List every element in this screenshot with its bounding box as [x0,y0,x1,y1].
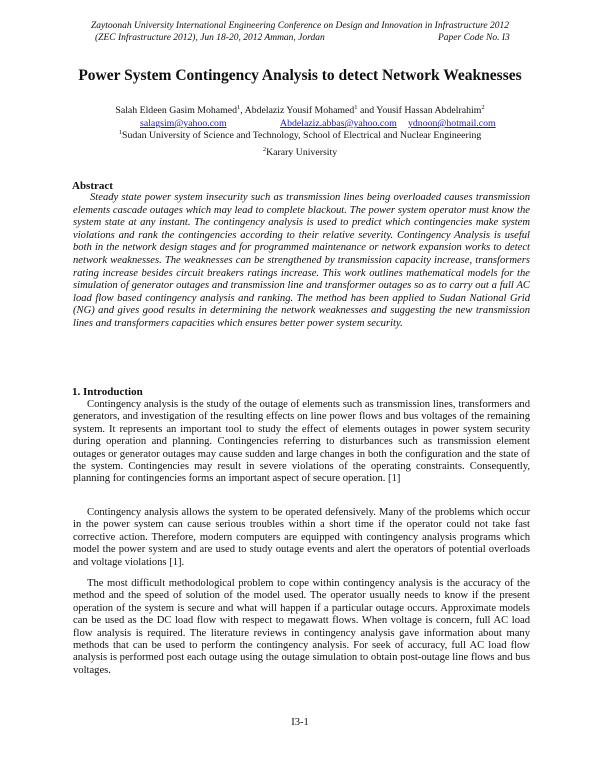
author-line [0,105,600,117]
author-name: Abdelaziz Yousif Mohamed [244,105,355,116]
conference-header: Zaytoonah University International Engineering Conference on Design and Innovation in Infrastructure 2012 [90,21,510,31]
paper-title: Power System Contingency Analysis to detect Network Weaknesses [78,67,522,84]
email-link[interactable]: Abdelaziz.abbas@yahoo.com [280,118,397,129]
affiliation-2 [0,147,600,159]
body-paragraph: The most difficult methodological problem to cope within contingency analysis is the accuracy of the method and the speed of solution of the model used. The operator usually needs to know if the present operation of the system is secure and what will happen if a particular outage occurs. Approximate models can be used as the DC load flow with respect to megawatt flows. When voltage is concern, full AC load flow analysis is required. The literature reviews in contingency analysis gave information about many methods that can be used to perform the contingency analysis. For seek of accuracy, full AC load flow analysis is performed post each outage using the outage simulation to obtain post-outage line flows and bus voltages. [73,578,530,676]
affiliation-mark: 2 [262,146,267,153]
introduction-heading: 1. Introduction [72,386,143,398]
author-name: Salah Eldeen Gasim Mohamed [115,105,238,116]
author-separator: , [240,105,245,116]
author-affiliation-mark: 1 [354,104,358,111]
affiliation-text: Sudan University of Science and Technology, School of Electrical and Nuclear Engineering [122,130,482,141]
paper-code: Paper Code No. I3 [438,33,510,43]
conference-dates: (ZEC Infrastructure 2012), Jun 18-20, 2012 Amman, Jordan [95,33,325,43]
body-paragraph: Contingency analysis is the study of the outage of elements such as transmission lines, transformers and generators, and investigation of the resulting effects on line power flows and bus voltages of the remaining system. It represents an important tool to study the effect of elements outages in power system security during operation and planning. Contingencies referring to disturbances such as transmission element outages or generator outages may cause sudden and large changes in both the configuration and the state of the system. Contingencies may result in severe violations of the operating constraints. Consequently, planning for contingencies forms an important aspect of secure operation. [1] [73,399,530,485]
author-separator: and [357,105,377,116]
page-number: I3-1 [291,717,309,728]
body-paragraph: Contingency analysis allows the system to be operated defensively. Many of the problems which occur in the power system can cause serious troubles within a short time if the operator could not take fast corrective action. Therefore, modern computers are equipped with contingency analysis programs which model the power system and are used to study outage events and alert the operators of potential overloads and voltage violations [1]. [73,507,530,568]
author-name: Yousif Hassan Abdelrahim [376,105,482,116]
author-emails [130,118,530,130]
abstract-heading: Abstract [72,180,113,192]
abstract-text: Steady state power system insecurity such as transmission lines being overloaded causes transmission elements cascade outages which may lead to complete blackout. The power system operator must know the system state at any instant. The contingency analysis is used to predict which contingencies make system violations and rank the contingencies according to their relative severity. Contingency Analysis is useful both in the network design stages and for programmed maintenance or network expansion works to detect network weaknesses. The weaknesses can be strengthened by transmission capacity increase, transformers rating increase besides circuit breakers ratings increase. This work outlines mathematical models for the simulation of generator outages and transmission line and transformer outages so as to carry out a full AC load flow based contingency analysis and ranking. The method has been applied to Sudan National Grid (NG) and gives good results in determining the network weaknesses and suggesting the new transmission lines and transformers capacities which ensures better power system security. [73,192,530,329]
affiliation-text: Karary University [266,147,338,158]
email-link[interactable]: salagsim@yahoo.com [140,118,227,129]
email-link[interactable]: ydnoon@hotmail.com [408,118,496,129]
author-affiliation-mark: 1 [237,104,241,111]
affiliation-1 [0,130,600,142]
author-affiliation-mark: 2 [481,104,485,111]
affiliation-mark: 1 [118,129,122,136]
